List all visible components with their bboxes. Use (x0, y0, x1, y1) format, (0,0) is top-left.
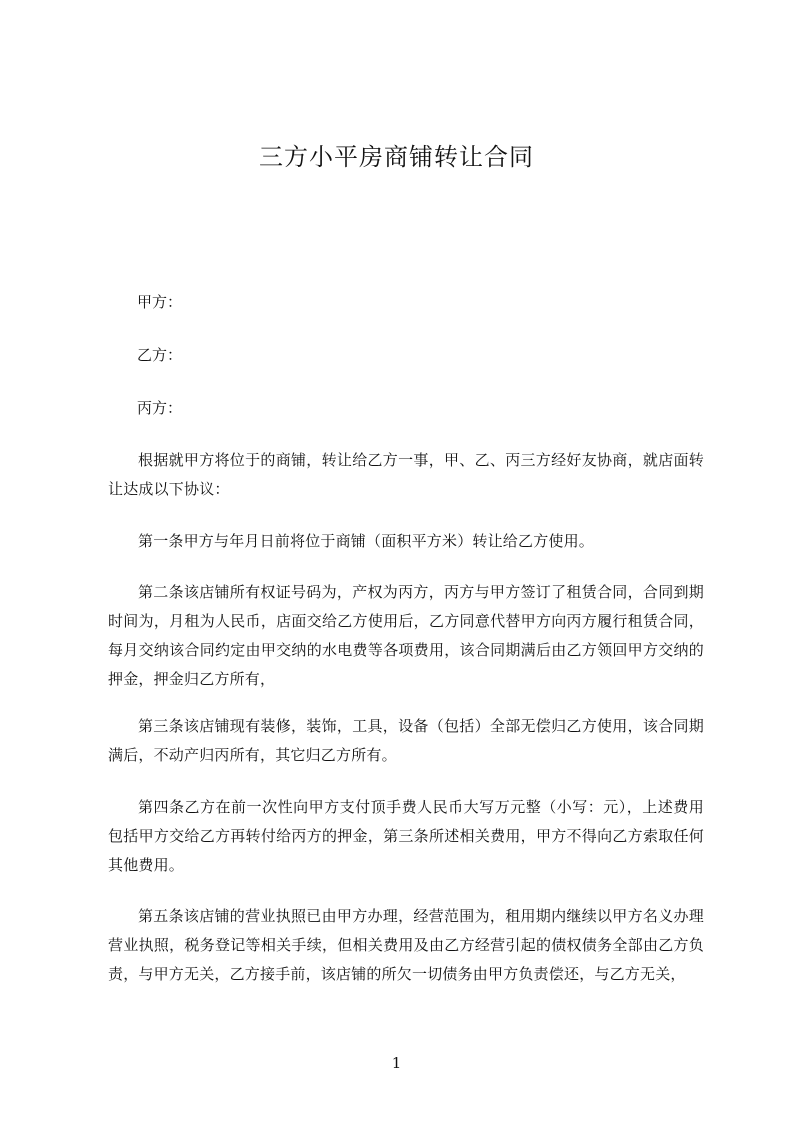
intro-paragraph: 根据就甲方将位于的商铺，转让给乙方一事，甲、乙、丙三方经好友协商，就店面转让达成以下协议： (108, 451, 704, 498)
party-b-line: 乙方： (137, 346, 183, 364)
article-3-paragraph: 第三条该店铺现有装修，装饰，工具，设备（包括）全部无偿归乙方使用，该合同期满后，不动产归丙所有，其它归乙方所有。 (108, 717, 704, 764)
article-5-paragraph: 第五条该店铺的营业执照已由甲方办理，经营范围为，租用期内继续以甲方名义办理营业执照，税务登记等相关手续，但相关费用及由乙方经营引起的债权债务全部由乙方负责，与甲方无关，乙方接手前，该店铺的所欠一切债务由甲方负责偿还，与乙方无关， (108, 907, 704, 983)
page-number: 1 (391, 1054, 402, 1072)
party-a-line: 甲方： (137, 293, 183, 311)
article-2-paragraph: 第二条该店铺所有权证号码为，产权为丙方，丙方与甲方签订了租赁合同，合同到期时间为，月租为人民币，店面交给乙方使用后，乙方同意代替甲方向丙方履行租赁合同，每月交纳该合同约定由甲交纳的水电费等各项费用，该合同期满后由乙方领回甲方交纳的押金，押金归乙方所有， (108, 583, 704, 688)
document-title: 三方小平房商铺转让合同 (259, 143, 534, 171)
party-c-line: 丙方： (137, 399, 183, 417)
article-1-paragraph: 第一条甲方与年月日前将位于商铺（面积平方米）转让给乙方使用。 (138, 532, 595, 550)
article-4-paragraph: 第四条乙方在前一次性向甲方支付顶手费人民币大写万元整（小写：元），上述费用包括甲方交给乙方再转付给丙方的押金，第三条所述相关费用，甲方不得向乙方索取任何其他费用。 (108, 798, 704, 874)
